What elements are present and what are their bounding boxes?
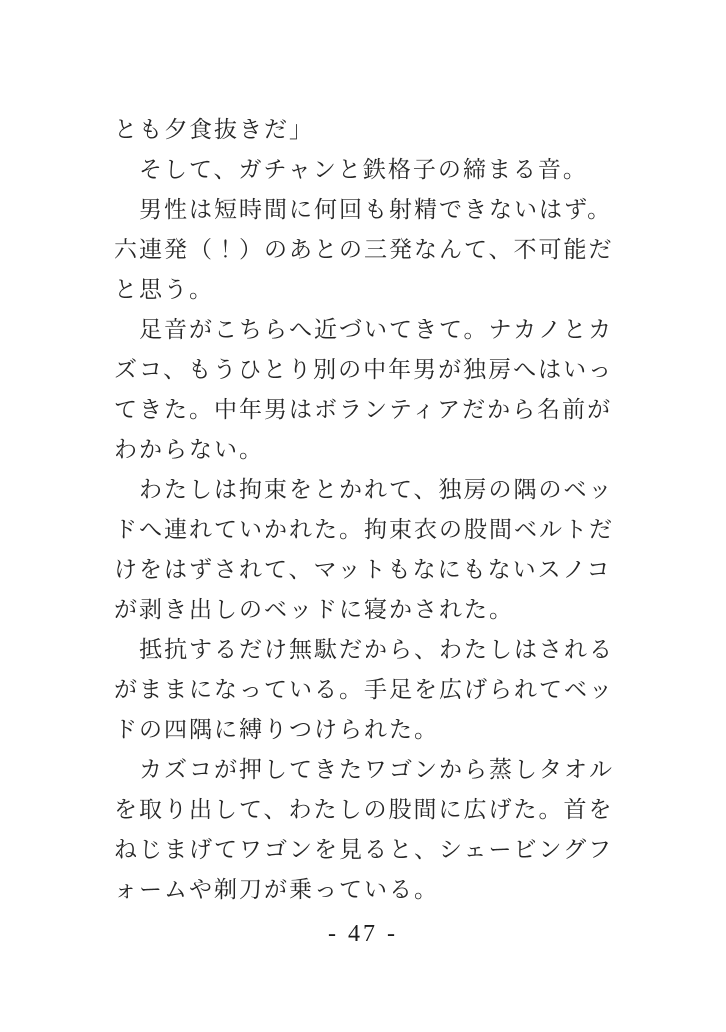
body-text	[114, 110, 626, 910]
text-line: 六連発（！）のあとの三発なんて、不可能だ	[114, 237, 614, 262]
page-number: - 47 -	[328, 921, 398, 947]
text-line: カズコが押してきたワゴンから蒸しタオル	[139, 757, 614, 782]
text-line: を取り出して、わたしの股間に広げた。首を	[114, 797, 614, 822]
text-line: わたしは拘束をとかれて、独房の隅のベッ	[139, 477, 614, 502]
text-line: けをはずされて、マットもなにもないスノコ	[114, 557, 612, 582]
text-line: ドの四隅に縛りつけられた。	[114, 717, 439, 742]
text-line: ズコ、もうひとり別の中年男が独房へはいっ	[114, 357, 614, 382]
text-line: 抵抗するだけ無駄だから、わたしはされる	[139, 637, 614, 662]
text-line: とも夕食抜きだ」	[114, 117, 314, 142]
text-line: ねじまげてワゴンを見ると、シェービングフ	[114, 837, 614, 862]
text-line: が剥き出しのベッドに寝かされた。	[114, 597, 514, 622]
text-line: そして、ガチャンと鉄格子の締まる音。	[139, 157, 588, 182]
text-line: ォームや剃刀が乗っている。	[114, 877, 439, 902]
text-line: 男性は短時間に何回も射精できないはず。	[139, 197, 613, 222]
text-line: てきた。中年男はボランティアだから名前が	[114, 397, 613, 422]
text-line: わからない。	[114, 437, 264, 462]
text-line: ドへ連れていかれた。拘束衣の股間ベルトだ	[114, 517, 614, 542]
text-line: 足音がこちらへ近づいてきて。ナカノとカ	[139, 317, 614, 342]
text-line: がままになっている。手足を広げられてベッ	[114, 677, 614, 702]
text-line: と思う。	[114, 277, 214, 302]
